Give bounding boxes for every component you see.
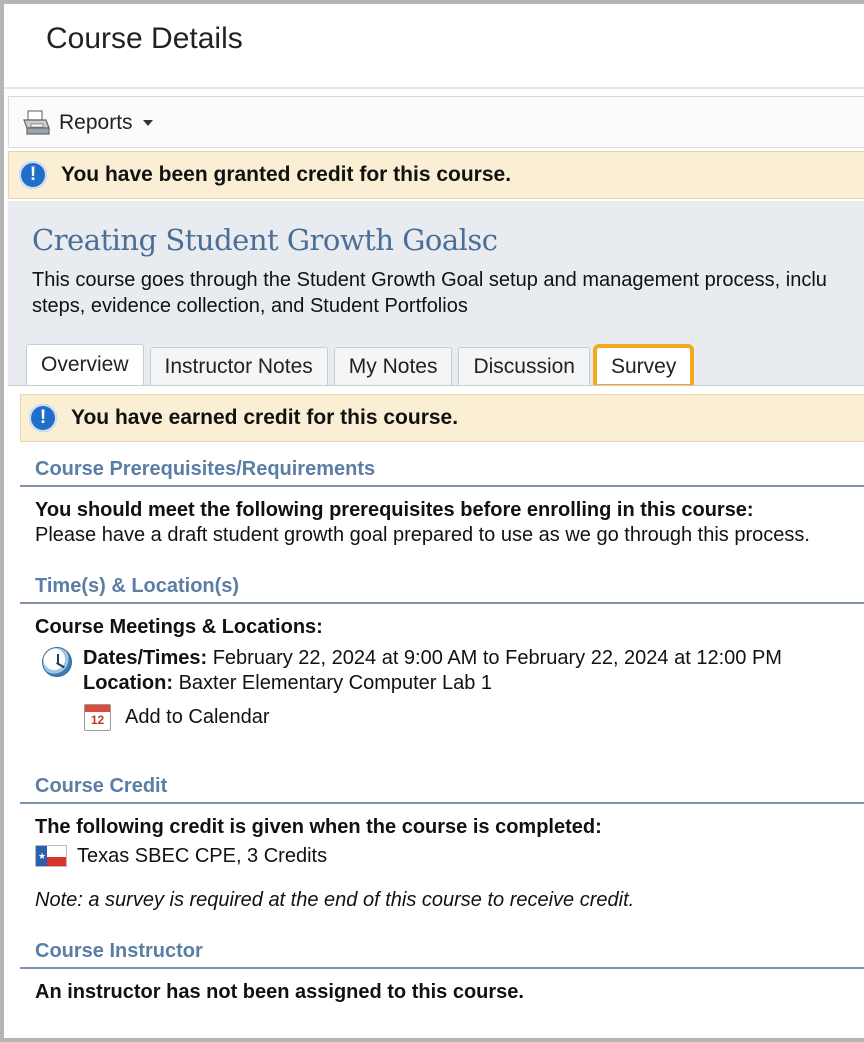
credit-heading: The following credit is given when the course is completed: <box>35 816 602 838</box>
add-to-calendar-link[interactable]: Add to Calendar <box>125 706 270 728</box>
instructor-text: An instructor has not been assigned to this course. <box>35 981 524 1003</box>
page-title: Course Details <box>46 22 243 55</box>
section-divider <box>20 485 864 487</box>
tab-instructor-notes[interactable]: Instructor Notes <box>150 347 328 385</box>
dates-value: February 22, 2024 at 9:00 AM to February 22, 2024 at 12:00 PM <box>212 647 782 669</box>
meetings-heading: Course Meetings & Locations: <box>35 616 323 638</box>
section-divider <box>20 967 864 969</box>
course-description-line: steps, evidence collection, and Student Portfolios <box>32 295 468 317</box>
section-title-course-credit: Course Credit <box>35 775 168 797</box>
section-title-prerequisites: Course Prerequisites/Requirements <box>35 458 376 480</box>
texas-flag-icon: ★ <box>35 845 67 867</box>
tab-my-notes[interactable]: My Notes <box>334 347 453 385</box>
course-header <box>8 201 864 385</box>
calendar-day-number: 12 <box>90 713 105 727</box>
tab-survey[interactable]: Survey <box>596 347 691 385</box>
earned-credit-text: You have earned credit for this course. <box>71 406 459 429</box>
tab-discussion[interactable]: Discussion <box>458 347 590 385</box>
section-title-course-instructor: Course Instructor <box>35 940 203 962</box>
course-description-line: This course goes through the Student Growth Goal setup and management process, inclu <box>32 269 827 291</box>
prerequisites-heading: You should meet the following prerequisites before enrolling in this course: <box>35 499 754 521</box>
prerequisites-text: Please have a draft student growth goal prepared to use as we go through this process. <box>35 524 810 546</box>
meeting-location <box>83 672 492 695</box>
info-icon: ! <box>19 161 47 189</box>
printer-icon <box>21 109 51 137</box>
tab-overview[interactable]: Overview <box>26 344 144 385</box>
course-description <box>32 267 864 319</box>
caret-down-icon <box>143 120 153 126</box>
course-tabs <box>26 344 697 385</box>
calendar-icon[interactable] <box>84 704 111 731</box>
title-divider <box>4 87 864 89</box>
credit-item: Texas SBEC CPE, 3 Credits <box>77 845 328 867</box>
reports-label: Reports <box>59 111 133 134</box>
location-value: Baxter Elementary Computer Lab 1 <box>178 672 493 694</box>
reports-dropdown-button[interactable] <box>21 107 153 139</box>
section-divider <box>20 602 864 604</box>
location-label: Location: <box>83 672 173 694</box>
meeting-dates <box>83 647 782 670</box>
tab-content-overview <box>8 385 864 1042</box>
section-divider <box>20 802 864 804</box>
course-name: Creating Student Growth Goalsc <box>32 223 498 257</box>
toolbar <box>8 96 864 148</box>
info-icon: ! <box>29 404 57 432</box>
dates-label: Dates/Times: <box>83 647 208 669</box>
granted-credit-banner <box>8 151 864 199</box>
section-title-times-locations: Time(s) & Location(s) <box>35 575 240 597</box>
granted-credit-text: You have been granted credit for this course. <box>61 163 512 186</box>
earned-credit-banner <box>20 394 864 442</box>
clock-icon <box>42 647 72 677</box>
credit-note: Note: a survey is required at the end of this course to receive credit. <box>35 889 635 911</box>
